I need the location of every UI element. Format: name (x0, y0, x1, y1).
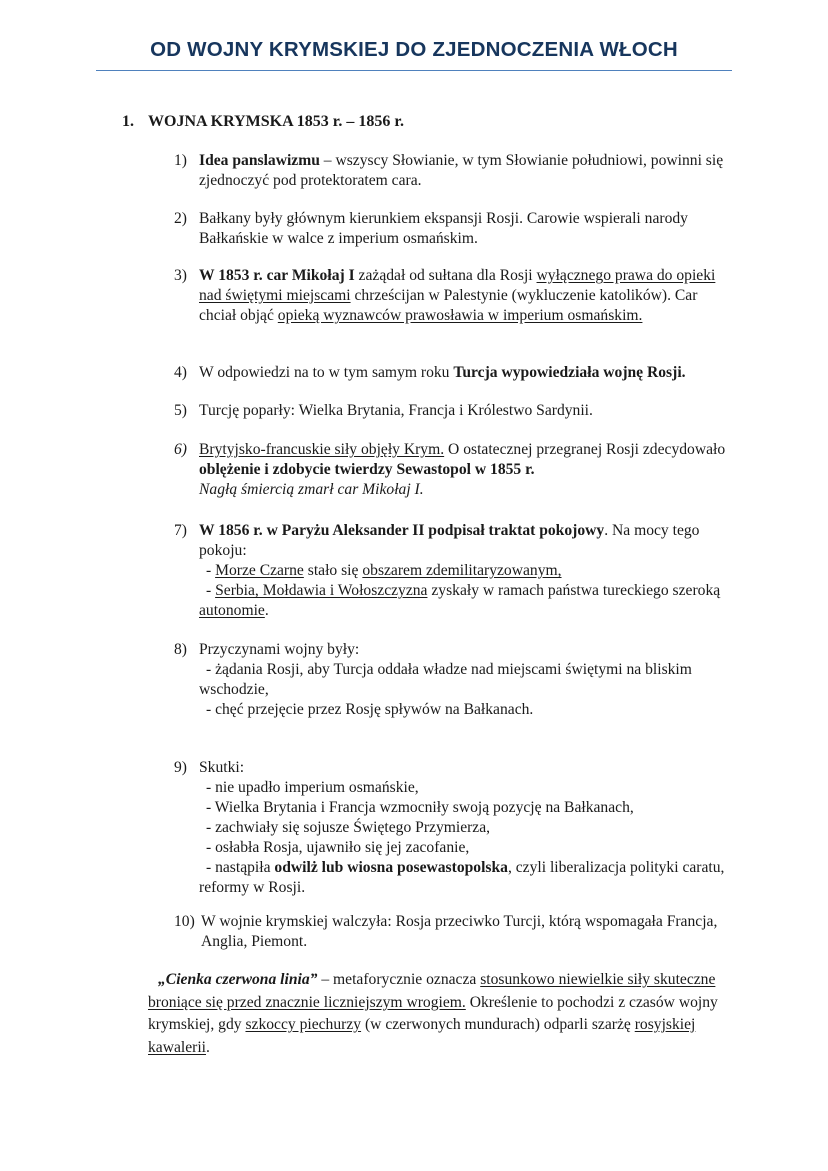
title-divider (96, 70, 732, 71)
paragraph-underline: szkoccy piechurzy (245, 1016, 362, 1033)
item-text: . (264, 602, 269, 619)
item-underline: wyłącznego prawa do opieki nad świętymi miejscami (199, 267, 716, 304)
list-item-2 (174, 209, 734, 249)
item-number: 8) (174, 641, 187, 658)
item-bold: oblężenie i zdobycie twierdzy Sewastopol w 1855 r. (199, 461, 535, 478)
item-number: 2) (174, 210, 187, 227)
item-bold: W 1853 r. car Mikołaj I (199, 267, 355, 284)
item-number: 10) (174, 913, 195, 930)
dash: - (206, 562, 216, 579)
section-heading (122, 113, 404, 131)
paragraph-underline: rosyjskiej kawalerii (148, 1016, 696, 1056)
item-text: zażądał od sułtana dla Rosji (354, 267, 537, 284)
item-text: O ostatecznej przegranej Rosji zdecydowało (444, 441, 726, 458)
list-item-10 (174, 912, 734, 952)
item-text: , czyli liberalizacja polityki caratu, reformy w Rosji. (199, 859, 725, 896)
item-number: 5) (174, 402, 187, 419)
bullet: - Wielka Brytania i Francja wzmocniły swoją pozycję na Bałkanach, (206, 799, 634, 816)
list-item-8 (174, 640, 734, 720)
bullet: - zachwiały się sojusze Świętego Przymierza, (206, 819, 491, 836)
item-text: Turcję poparły: Wielka Brytania, Francja i Królestwo Sardynii. (199, 402, 593, 419)
paragraph-text: Określenie to pochodzi z czasów wojny krymskiej, gdy (148, 993, 718, 1033)
item-bold: Turcja wypowiedziała wojnę Rosji. (453, 364, 686, 381)
item-underline: Morze Czarne (215, 562, 304, 579)
list-item-3 (174, 266, 734, 326)
item-text: – wszyscy Słowianie, w tym Słowianie południowi, powinni się zjednoczyć pod protektoratem cara. (199, 152, 724, 189)
list-item-1 (174, 151, 734, 191)
list-item-5 (174, 401, 734, 421)
page-title: OD WOJNY KRYMSKIEJ DO ZJEDNOCZENIA WŁOCH (150, 38, 678, 61)
item-text: Skutki: (199, 759, 245, 776)
bullet: - nie upadło imperium osmańskie, (206, 779, 419, 796)
paragraph-text: (w czerwonych mundurach) odparli szarżę (361, 1016, 635, 1033)
item-number: 4) (174, 364, 187, 381)
item-underline: opieką wyznawców prawosławia w imperium osmańskim. (277, 307, 643, 324)
item-text: W odpowiedzi na to w tym samym roku (199, 364, 454, 381)
item-number: 7) (174, 522, 187, 539)
item-underline: Serbia, Mołdawia i Wołoszczyzna (215, 582, 428, 599)
bullet: - osłabła Rosja, ujawniło się jej zacofanie, (206, 839, 470, 856)
item-number: 1) (174, 152, 187, 169)
bullet: - nastąpiła (206, 859, 275, 876)
item-number: 6) (174, 441, 187, 458)
paragraph-text: – metaforycznie oznacza (317, 971, 481, 988)
item-bold: odwilż lub wiosna posewastopolska (274, 859, 508, 876)
section-title: WOJNA KRYMSKA 1853 r. – 1856 r. (148, 113, 405, 130)
item-text: . Na mocy tego pokoju: (199, 522, 700, 559)
item-underline: autonomie (199, 602, 265, 619)
item-text: stało się (303, 562, 363, 579)
bullet: - chęć przejęcie przez Rosję spływów na Bałkanach. (206, 701, 534, 718)
list-item-4 (174, 363, 734, 383)
item-text: Bałkany były głównym kierunkiem ekspansji Rosji. Carowie wspierali narody Bałkańskie w walce z imperium osmańskim. (199, 210, 688, 247)
item-text: Przyczynami wojny były: (199, 641, 360, 658)
item-italic: Nagłą śmiercią zmarł car Mikołaj I. (199, 481, 424, 498)
item-underline: obszarem zdemilitaryzowanym, (362, 562, 562, 579)
term-bold-italic: „Cienka czerwona linia” (158, 971, 318, 988)
bullet: - żądania Rosji, aby Turcja oddała władze nad miejscami świętymi na bliskim wschodzie, (199, 661, 692, 698)
thin-red-line-paragraph (148, 969, 728, 1059)
list-item-6 (174, 440, 734, 500)
item-bold: Idea panslawizmu (199, 152, 320, 169)
paragraph-text: . (206, 1038, 210, 1056)
item-number: 9) (174, 759, 187, 776)
item-number: 3) (174, 267, 187, 284)
item-text: W wojnie krymskiej walczyła: Rosja przeciwko Turcji, którą wspomagała Francja, Anglia, Piemont. (201, 913, 718, 950)
item-text: chrześcijan w Palestynie (wykluczenie katolików). Car chciał objąć (199, 287, 698, 324)
dash: - (206, 582, 216, 599)
list-item-9 (174, 758, 734, 898)
paragraph-underline: stosunkowo niewielkie siły skuteczne broniące się przed znacznie liczniejszym wrogiem. (148, 971, 716, 1011)
item-bold: W 1856 r. w Paryżu Aleksander II podpisał traktat pokojowy (199, 522, 605, 539)
item-text: zyskały w ramach państwa tureckiego szeroką (427, 582, 721, 599)
section-number: 1. (122, 113, 134, 130)
list-item-7 (174, 521, 734, 621)
item-underline: Brytyjsko-francuskie siły objęły Krym. (199, 441, 445, 458)
